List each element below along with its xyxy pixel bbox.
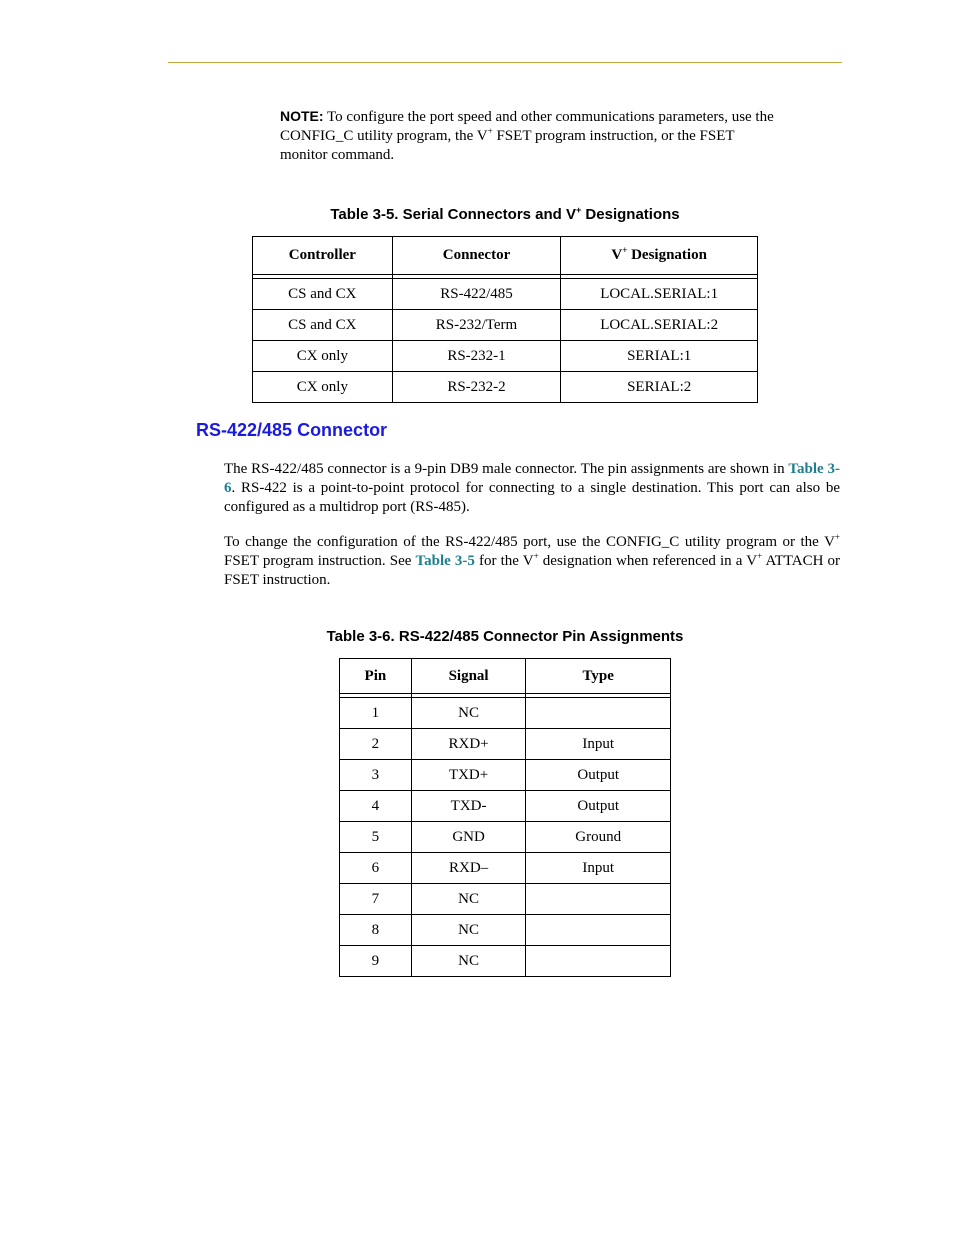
table-cell: CX only (253, 341, 393, 372)
table-row (340, 915, 671, 946)
table-caption (254, 206, 756, 223)
superscript: + (834, 532, 840, 542)
table-cell: Output (526, 760, 671, 791)
table-cell: RS-422/485 (392, 279, 561, 310)
table-row (340, 853, 671, 884)
table-header-row (253, 237, 758, 275)
header-text: V (611, 247, 623, 263)
superscript: + (487, 126, 493, 136)
table-cell: GND (411, 822, 526, 853)
table-cell: Input (526, 853, 671, 884)
table-row (340, 729, 671, 760)
table-cell: 1 (340, 698, 412, 729)
table-cell: RS-232/Term (392, 310, 561, 341)
serial-connectors-table (252, 236, 758, 403)
superscript: + (576, 205, 582, 215)
header-rule (168, 62, 842, 63)
body-paragraph (224, 533, 840, 590)
table-cell: CS and CX (253, 310, 393, 341)
caption-text: Table 3-5. Serial Connectors and V (330, 206, 576, 223)
caption-text: Designations (581, 206, 680, 223)
paragraph-text: FSET program instruction. See (224, 553, 416, 569)
note-text: To configure the port speed and other communications parameters, use the CONFIG_C utility program, the V (280, 109, 774, 144)
table-cell: SERIAL:2 (561, 372, 758, 403)
section-heading: RS-422/485 Connector (196, 420, 388, 440)
table-cell: TXD- (411, 791, 526, 822)
table-3-6-link[interactable]: Table 3-6 (224, 461, 840, 496)
paragraph-text: . RS-422 is a point-to-point protocol for connecting to a single destination. This port can also be configured as a multidrop port (RS-485). (224, 480, 840, 515)
header-text: Designation (627, 247, 707, 263)
table-cell: 7 (340, 884, 412, 915)
table-row (340, 791, 671, 822)
table-header-row (340, 659, 671, 694)
superscript: + (757, 551, 763, 561)
paragraph-text: To change the configuration of the RS-422/485 port, use the CONFIG_C utility program or the V (224, 534, 835, 550)
header-pin: Pin (340, 659, 412, 694)
table-cell: RXD– (411, 853, 526, 884)
table-cell: 3 (340, 760, 412, 791)
table-cell: 4 (340, 791, 412, 822)
table-row (253, 341, 758, 372)
table-cell: TXD+ (411, 760, 526, 791)
table-cell (526, 884, 671, 915)
pin-assignments-table (339, 658, 671, 977)
table-cell (526, 698, 671, 729)
header-connector: Connector (392, 237, 561, 275)
table-cell: 9 (340, 946, 412, 977)
table-cell: CX only (253, 372, 393, 403)
table-cell: LOCAL.SERIAL:2 (561, 310, 758, 341)
table-row (340, 946, 671, 977)
table-cell: RS-232-2 (392, 372, 561, 403)
table-cell: NC (411, 698, 526, 729)
paragraph-text: ATTACH or FSET instruction. (224, 553, 841, 588)
table-cell: NC (411, 915, 526, 946)
table-row (340, 698, 671, 729)
table-cell: RXD+ (411, 729, 526, 760)
table-row (253, 310, 758, 341)
table-cell (526, 915, 671, 946)
note-text: FSET program instruction, or the FSET monitor command. (280, 128, 735, 163)
table-row (253, 372, 758, 403)
table-cell: SERIAL:1 (561, 341, 758, 372)
table-cell (526, 946, 671, 977)
table-cell: 8 (340, 915, 412, 946)
table-cell: Output (526, 791, 671, 822)
table-cell: CS and CX (253, 279, 393, 310)
note-label: NOTE: (280, 108, 324, 124)
table-row (340, 884, 671, 915)
body-paragraph (224, 460, 840, 517)
header-controller: Controller (253, 237, 393, 275)
paragraph-text: designation when referenced in a V (538, 553, 758, 569)
table-cell: 6 (340, 853, 412, 884)
table-3-5-link[interactable]: Table 3-5 (415, 553, 475, 569)
superscript: + (533, 551, 539, 561)
paragraph-text: The RS-422/485 connector is a 9-pin DB9 male connector. The pin assignments are shown in (224, 461, 789, 477)
table-cell: Input (526, 729, 671, 760)
superscript: + (622, 245, 628, 255)
table-caption: Table 3-6. RS-422/485 Connector Pin Assignments (326, 628, 684, 645)
table-row (253, 279, 758, 310)
paragraph-text: for the V (474, 553, 534, 569)
header-type: Type (526, 659, 671, 694)
table-cell: Ground (526, 822, 671, 853)
table-cell: NC (411, 946, 526, 977)
table-cell: 5 (340, 822, 412, 853)
header-designation (561, 237, 758, 275)
table-cell: LOCAL.SERIAL:1 (561, 279, 758, 310)
table-cell: NC (411, 884, 526, 915)
table-cell: RS-232-1 (392, 341, 561, 372)
header-signal: Signal (411, 659, 526, 694)
table-row (340, 760, 671, 791)
table-cell: 2 (340, 729, 412, 760)
table-row (340, 822, 671, 853)
note-paragraph (280, 107, 780, 165)
